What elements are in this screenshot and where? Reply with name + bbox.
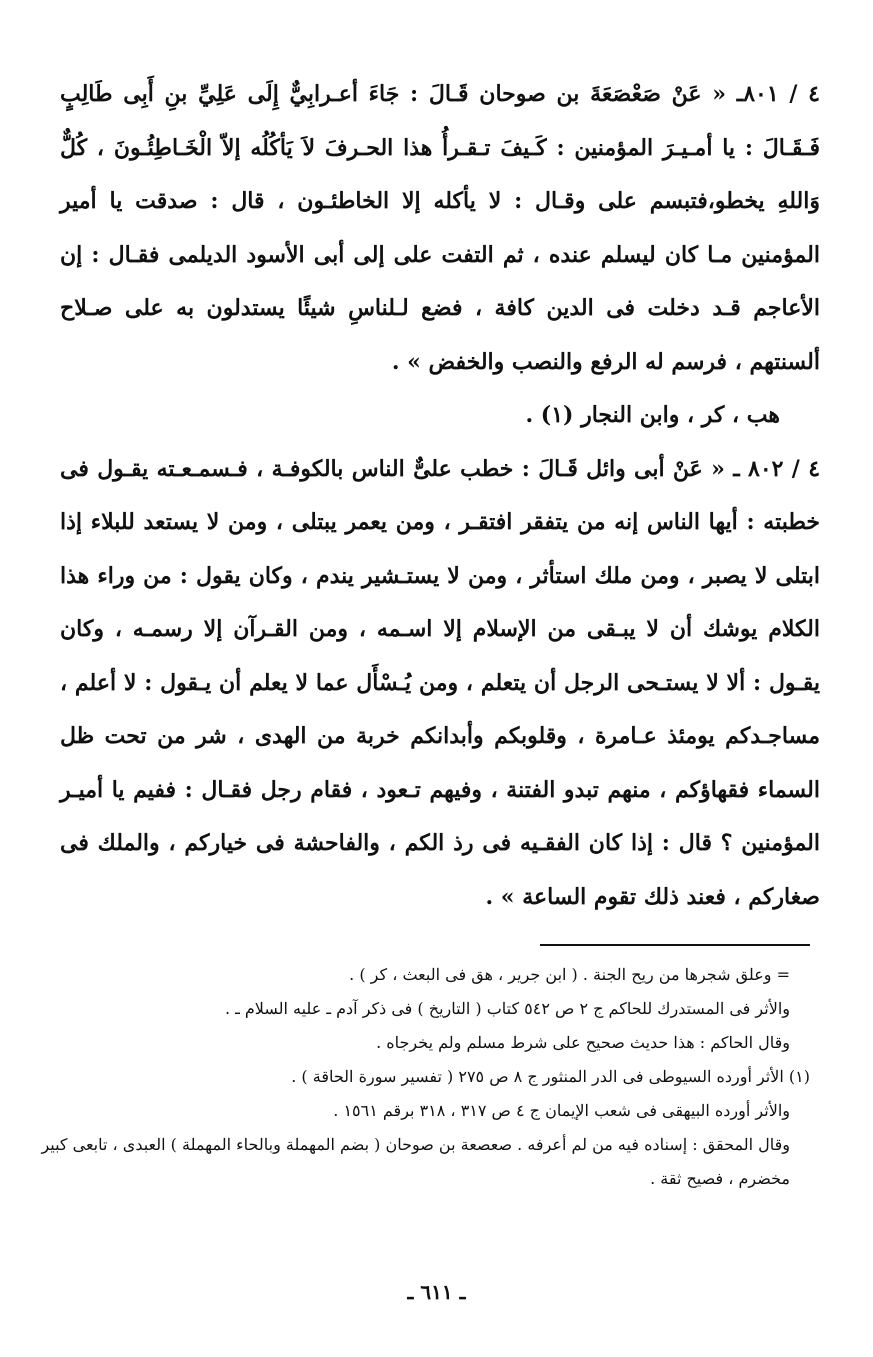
footnote-divider <box>540 944 810 946</box>
footnote-line: (١) الأثر أورده السيوطى فى الدر المنثور ج ٨ ص ٢٧٥ ( تفسير سورة الحاقة ) . <box>291 1067 810 1086</box>
footnotes <box>40 958 810 1196</box>
footnote-line: وقال المحقق : إسناده فيه من لم أعرفه . صعصعة بن صوحان ( بضم المهملة وبالحاء المهملة ) العبدى ، تابعى كبير مخضرم ، فصيح ثقة . <box>41 1135 790 1188</box>
footnote-line: والأثر أورده البيهقى فى شعب الإيمان ج ٤ ص ٣١٧ ، ٣١٨ برقم ١٥٦١ . <box>333 1101 790 1120</box>
footnote-line: وقال الحاكم : هذا حديث صحيح على شرط مسلم ولم يخرجاه . <box>376 1033 790 1052</box>
hadith-801-text: ٤ / ٨٠١ـ « عَنْ صَعْصَعَةَ بن صوحان قَـالَ : جَاءَ أعـرابِيٌّ إِلَى عَلِيِّ بنِ أَبِى طَالِبٍ فَـقَـالَ : يا أمـيـرَ المؤمنين : كَـيفَ تـقـرأُ هذا الحـرفَ لاَ يَأكُلُه إلاّ الْخَـاطِئُـونَ ، كُلٌّ وَاللهِ يخطو،فتبسم على وقـال : لا يأكله إلا الخاطئـون ، قال : صدقت يا أمير المؤمنين مـا كان ليسلم عنده ، ثم التفت على إلى أبى الأسود الديلمى فقـال : إن الأعاجم قـد دخلت فى الدين كافة ، فضع لـلناسِ شيئًا يستدلون به على صـلاح ألسنتهم ، فرسم له الرفع والنصب والخفض » . <box>60 81 820 375</box>
hadith-802-text: ٤ / ٨٠٢ ـ « عَنْ أبى وائل قَـالَ : خطب علىٌّ الناس بالكوفـة ، فـسمـعـته يقـول فى خطبته : أيها الناس إنه من يتفقر افتقـر ، ومن يعمر يبتلى ، ومن لا يستعد للبلاء إذا ابتلى لا يصبر ، ومن ملك استأثر ، ومن لا يستـشير يندم ، وكان يقول : من وراء هذا الكلام يوشك أن لا يبـقى من الإسلام إلا اسـمه ، ومن القـرآن إلا رسمـه ، وكان يقـول : ألا لا يستـحى الرجل أن يتعلم ، ومن يُـسْأَل عما لا يعلم أن يـقول : لا أعلم ، مساجـدكم يومئذ عـامرة ، وقلوبكم وأبدانكم خربة من الهدى ، شر من تحت ظل السماء فقهاؤكم ، منهم تبدو الفتنة ، وفيهم تـعود ، فقام رجل فقـال : ففيم يا أميـر المؤمنين ؟ قال : إذا كان الفقـيه فى رذ الكم ، والفاحشة فى خياركم ، والملك فى صغاركم ، فعند ذلك تقوم الساعة » . <box>60 455 821 910</box>
footnote-line: = وعلق شجرها من ريح الجنة . ( ابن جرير ، هق فى البعث ، كر ) . <box>349 965 790 984</box>
hadith-801-source: هب ، كر ، وابن النجار (١) . <box>525 402 780 428</box>
footnote-line: والأثر فى المستدرك للحاكم ج ٢ ص ٥٤٢ كتاب ( التاريخ ) فى ذكر آدم ـ عليه السلام ـ . <box>224 999 790 1018</box>
page-number: ـ ٦١١ ـ <box>407 1280 466 1304</box>
main-text-body <box>60 68 820 924</box>
